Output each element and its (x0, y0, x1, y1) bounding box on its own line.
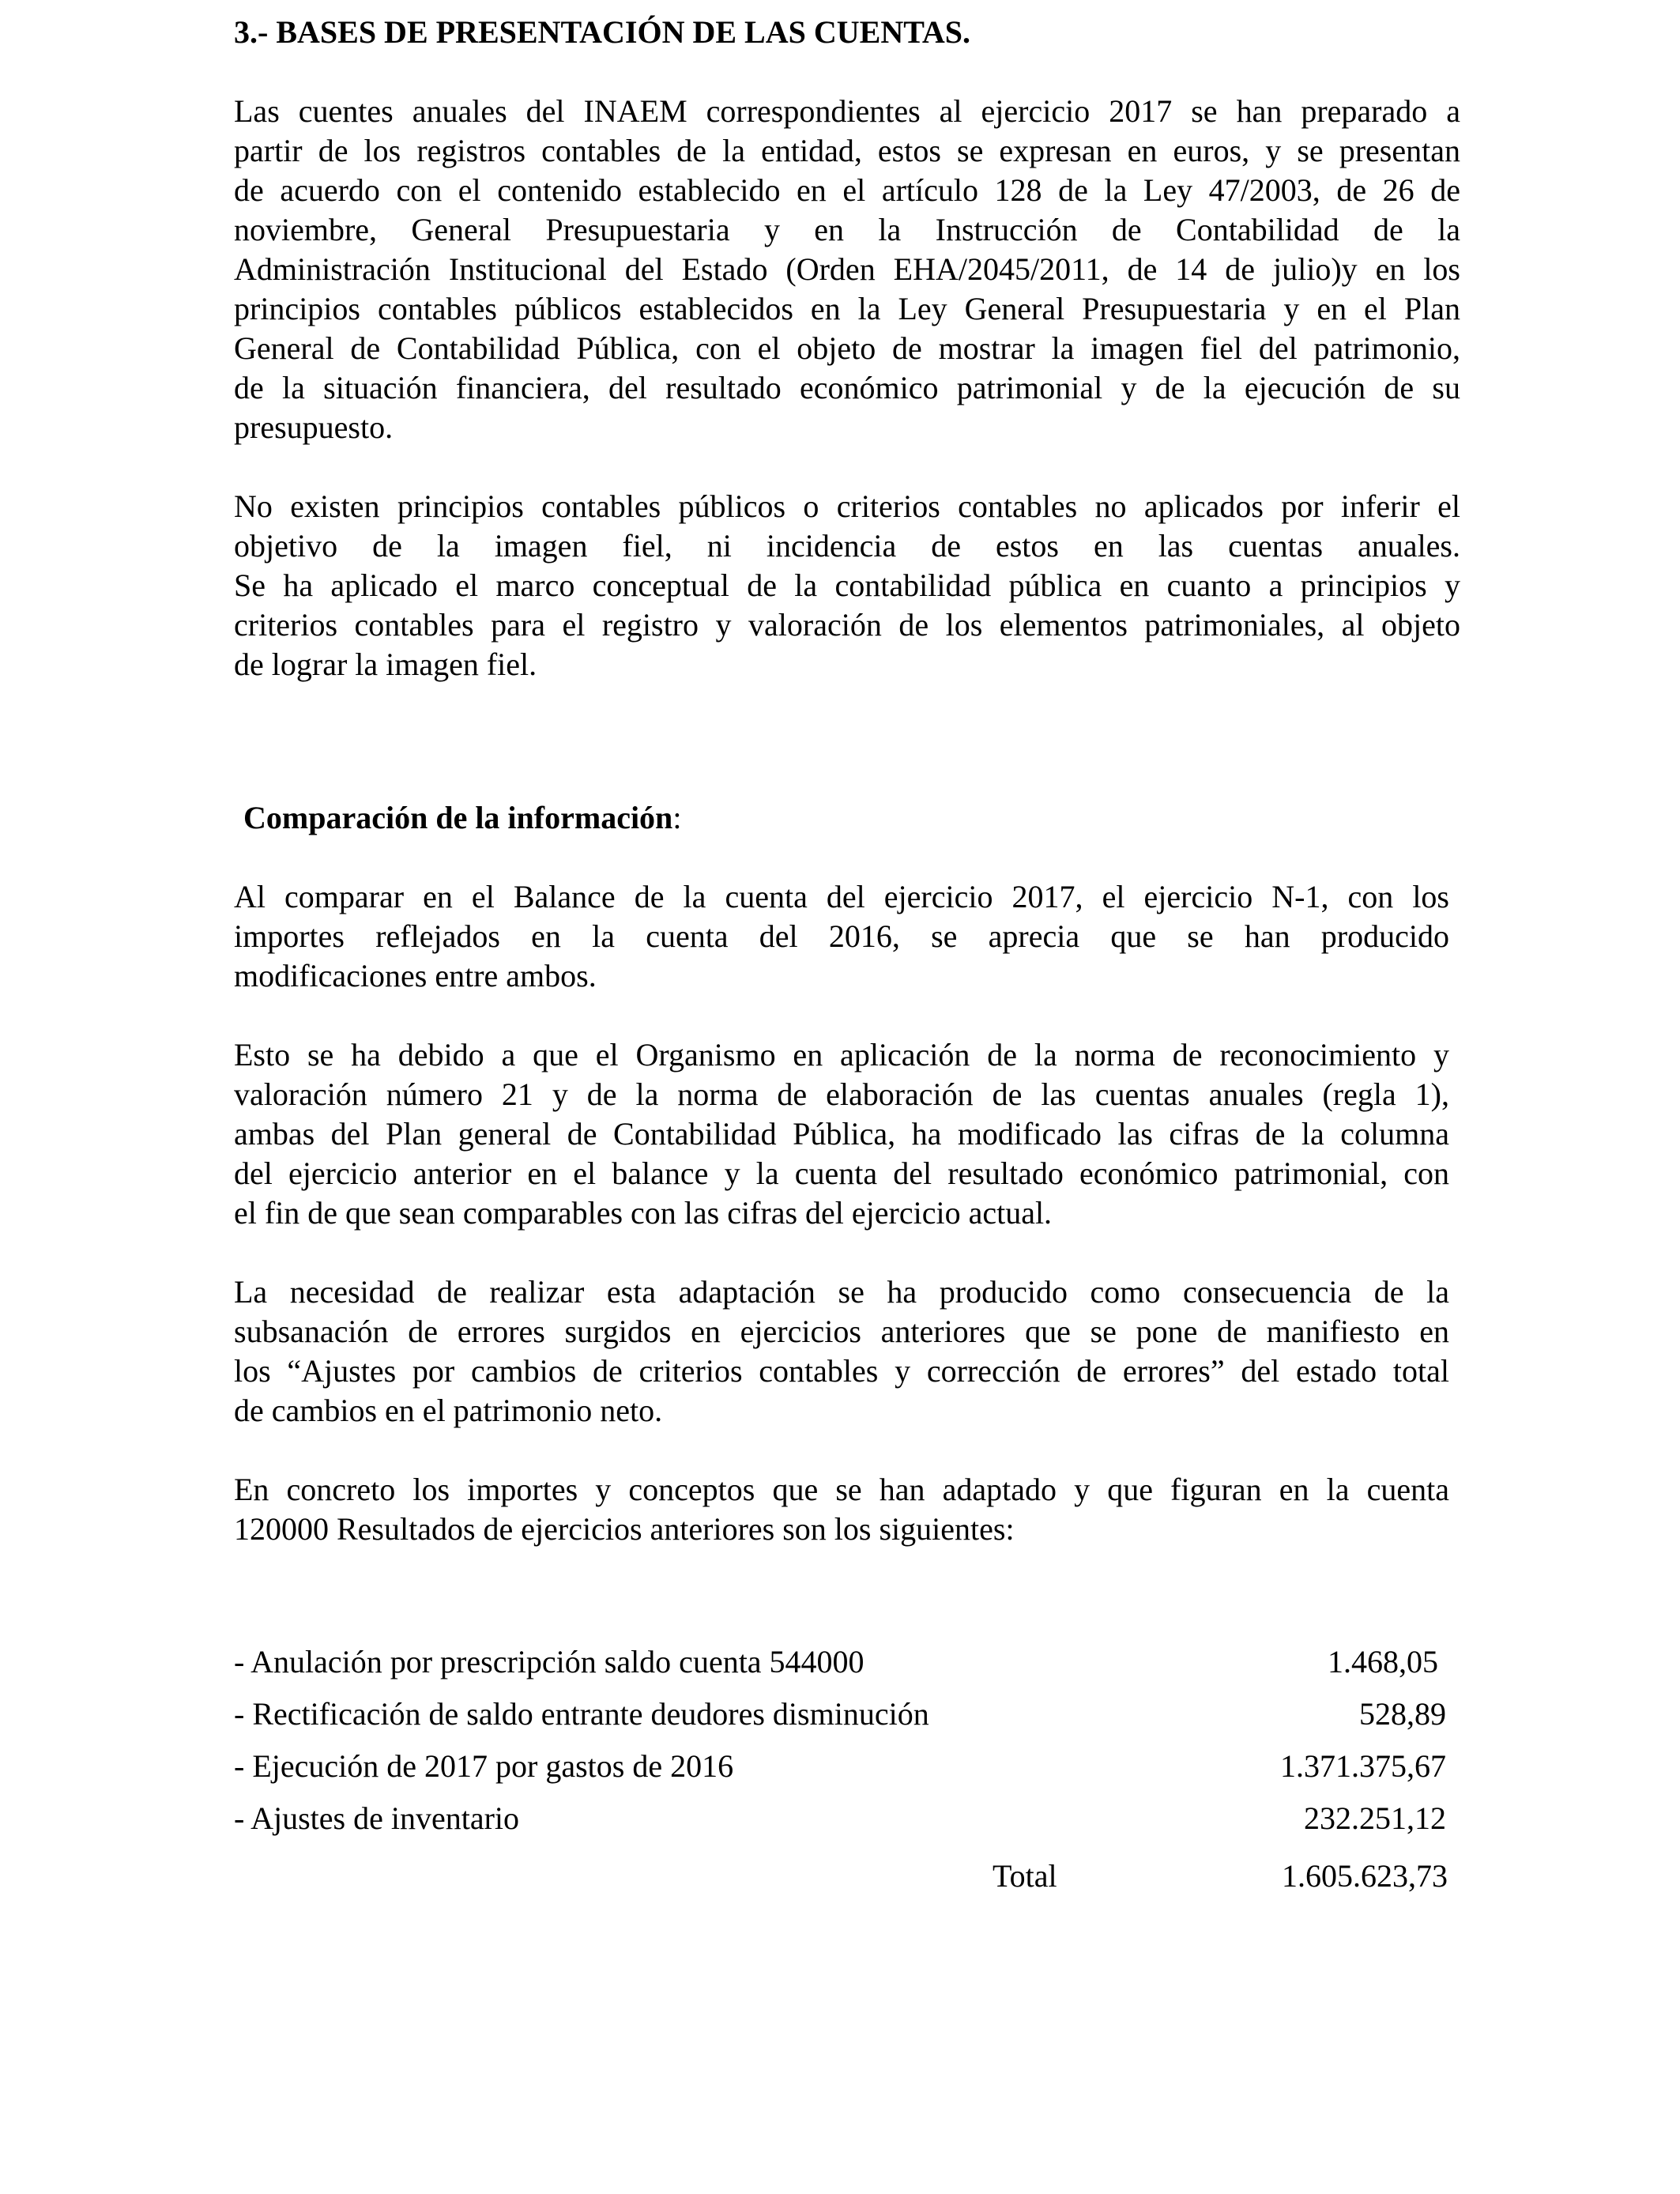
paragraph-line: de lograr la imagen fiel. (234, 647, 537, 682)
paragraph-line: de cambios en el patrimonio neto. (234, 1393, 663, 1428)
adjustment-amount: 232.251,12 (1304, 1800, 1446, 1836)
paragraph-line: presupuesto. (234, 409, 394, 445)
adjustment-row (234, 1740, 1459, 1793)
paragraph-line: Se ha aplicado el marco conceptual de la contabilidad pública en cuanto a principios y (234, 567, 1460, 603)
subsection-heading (243, 798, 681, 838)
adjustment-label: - Anulación por prescripción saldo cuenta 544000 (234, 1644, 864, 1679)
paragraph-adaptacion (234, 1272, 1449, 1431)
subsection-heading-text: Comparación de la información (243, 800, 673, 835)
paragraph-line: el fin de que sean comparables con las cifras del ejercicio actual. (234, 1195, 1053, 1231)
paragraph-line: criterios contables para el registro y valoración de los elementos patrimoniales, al objeto (234, 607, 1460, 643)
paragraph-line: de acuerdo con el contenido establecido en el artículo 128 de la Ley 47/2003, de 26 de (234, 172, 1460, 208)
paragraph-line: valoración número 21 y de la norma de elaboración de las cuentas anuales (regla 1), (234, 1076, 1449, 1112)
paragraph-comparacion (234, 877, 1449, 996)
paragraph-line: Esto se ha debido a que el Organismo en aplicación de la norma de reconocimiento y (234, 1037, 1449, 1072)
adjustment-label: - Ejecución de 2017 por gastos de 2016 (234, 1748, 734, 1784)
adjustment-row (234, 1793, 1459, 1845)
paragraph-line: ambas del Plan general de Contabilidad Pública, ha modificado las cifras de la columna (234, 1116, 1449, 1152)
adjustment-row (234, 1688, 1459, 1740)
paragraph-principios (234, 487, 1460, 684)
total-label: Total (993, 1858, 1057, 1894)
paragraph-line: de la situación financiera, del resultado económico patrimonial y de la ejecución de su (234, 370, 1460, 405)
paragraph-line: Al comparar en el Balance de la cuenta del ejercicio 2017, el ejercicio N-1, con los (234, 879, 1449, 914)
total-row (234, 1845, 1459, 1908)
paragraph-line: importes reflejados en la cuenta del 2016, se aprecia que se han producido (234, 918, 1449, 954)
paragraph-line: Administración Institucional del Estado (Orden EHA/2045/2011, de 14 de julio)y en los (234, 251, 1460, 287)
subsection-heading-colon: : (672, 800, 682, 835)
paragraph-line: modificaciones entre ambos. (234, 958, 597, 993)
adjustment-label: - Rectificación de saldo entrante deudores disminución (234, 1696, 929, 1732)
paragraph-line: La necesidad de realizar esta adaptación se ha producido como consecuencia de la (234, 1274, 1449, 1310)
paragraph-line: los “Ajustes por cambios de criterios contables y corrección de errores” del estado total (234, 1353, 1449, 1389)
paragraph-line: 120000 Resultados de ejercicios anteriores son los siguientes: (234, 1511, 1015, 1547)
adjustment-amount: 1.468,05 (1328, 1644, 1438, 1679)
adjustment-label: - Ajustes de inventario (234, 1800, 520, 1836)
adjustment-amount: 528,89 (1359, 1696, 1446, 1732)
paragraph-line: En concreto los importes y conceptos que se han adaptado y que figuran en la cuenta (234, 1472, 1449, 1507)
paragraph-line: No existen principios contables públicos o criterios contables no aplicados por inferir el (234, 488, 1460, 524)
paragraph-line: General de Contabilidad Pública, con el objeto de mostrar la imagen fiel del patrimonio, (234, 330, 1460, 366)
total-amount: 1.605.623,73 (1282, 1858, 1448, 1894)
paragraph-line: objetivo de la imagen fiel, ni incidencia de estos en las cuentas anuales. (234, 528, 1460, 564)
section-heading: 3.- BASES DE PRESENTACIÓN DE LAS CUENTAS. (234, 14, 971, 50)
paragraph-importes (234, 1470, 1449, 1549)
paragraph-line: principios contables públicos establecidos en la Ley General Presupuestaria y en el Plan (234, 291, 1460, 326)
paragraph-line: del ejercicio anterior en el balance y la cuenta del resultado económico patrimonial, con (234, 1155, 1449, 1191)
paragraph-line: Las cuentes anuales del INAEM correspondientes al ejercicio 2017 se han preparado a (234, 93, 1460, 129)
paragraph-line: noviembre, General Presupuestaria y en la Instrucción de Contabilidad de la (234, 212, 1460, 247)
paragraph-norma (234, 1035, 1449, 1233)
paragraph-line: subsanación de errores surgidos en ejercicios anteriores que se pone de manifiesto en (234, 1314, 1449, 1349)
adjustment-amount: 1.371.375,67 (1280, 1748, 1446, 1784)
adjustments-list (234, 1636, 1459, 1908)
adjustment-row (234, 1636, 1459, 1688)
paragraph-line: partir de los registros contables de la entidad, estos se expresan en euros, y se presentan (234, 133, 1460, 168)
paragraph-bases (234, 92, 1460, 447)
document-page (234, 0, 1460, 2194)
